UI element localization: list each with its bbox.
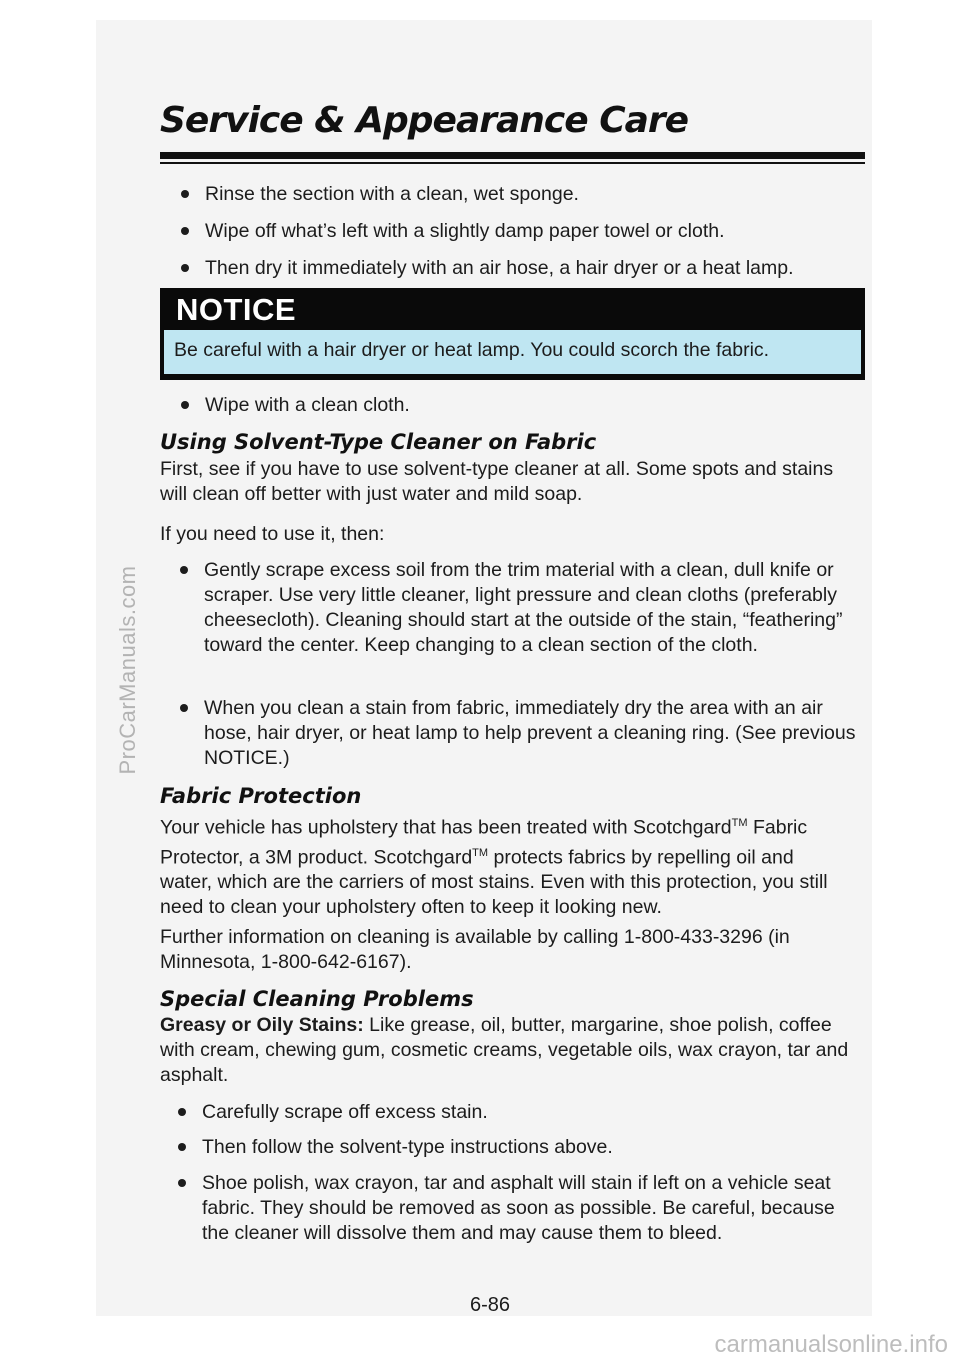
solvent-lead-in: If you need to use it, then:	[160, 523, 385, 545]
greasy-stains-label: Greasy or Oily Stains:	[160, 1014, 364, 1036]
bullet-wipe-off: Wipe off what’s left with a slightly damp paper towel or cloth.	[181, 219, 861, 244]
title-rule-thin	[160, 162, 865, 164]
bullet-shoe-polish: Shoe polish, wax crayon, tar and asphalt will stain if left on a vehicle seat fabric. They should be removed as soon as possible. Be careful, because the cleaner will dissolve them and may cause them to bleed.	[178, 1171, 848, 1246]
bullet-rinse: Rinse the section with a clean, wet sponge.	[181, 182, 861, 207]
heading-special-cleaning: Special Cleaning Problems	[160, 987, 474, 1011]
bullet-clean-stain: When you clean a stain from fabric, immediately dry the area with an air hose, hair dryer, or heat lamp to help prevent a cleaning ring. (See previous NOTICE.)	[180, 696, 860, 771]
bullet-scrape-excess: Carefully scrape off excess stain.	[178, 1100, 858, 1125]
bullet-dry: Then dry it immediately with an air hose, a hair dryer or a heat lamp.	[181, 256, 871, 281]
title-rule-thick	[160, 152, 865, 159]
bottom-watermark: carmanualsonline.info	[714, 1331, 948, 1358]
fabric-paragraph: Your vehicle has upholstery that has been treated with Scotchgard™ Fabric Protector, a 3M product. Scotchgard™ protects fabrics by repelling oil and water, which are the carriers of most stains. Even with this protection, you still need to clean your upholstery often to keep it looking new.	[160, 816, 828, 918]
notice-title: NOTICE	[176, 292, 297, 327]
page-title: Service & Appearance Care	[160, 100, 689, 141]
heading-fabric-protection: Fabric Protection	[160, 784, 362, 808]
bullet-gently-scrape: Gently scrape excess soil from the trim material with a clean, dull knife or scraper. Use very little cleaner, light pressure and clean cloths (preferably cheesecloth). Cleaning should start at the outside of the stain, “feathering” toward the center. Keep changing to a clean section of the cloth.	[180, 558, 868, 658]
notice-body: Be careful with a hair dryer or heat lamp. You could scorch the fabric.	[164, 330, 861, 374]
notice-box	[160, 288, 865, 380]
greasy-stains-paragraph: Greasy or Oily Stains: Like grease, oil, butter, margarine, shoe polish, coffee with cream, chewing gum, cosmetic creams, vegetable oils, wax crayon, tar and asphalt.	[160, 1014, 849, 1086]
bullet-follow-solvent: Then follow the solvent-type instructions above.	[178, 1135, 858, 1160]
side-watermark: ProCarManuals.com	[115, 565, 140, 775]
fabric-info-paragraph: Further information on cleaning is available by calling 1-800-433-3296 (in Minnesota, 1-800-642-6167).	[160, 926, 790, 973]
bullet-wipe-clean: Wipe with a clean cloth.	[181, 393, 861, 418]
heading-solvent-cleaner: Using Solvent-Type Cleaner on Fabric	[160, 430, 597, 454]
page-number: 6-86	[469, 1294, 511, 1316]
solvent-intro: First, see if you have to use solvent-type cleaner at all. Some spots and stains will clean off better with just water and mild soap.	[160, 458, 834, 505]
